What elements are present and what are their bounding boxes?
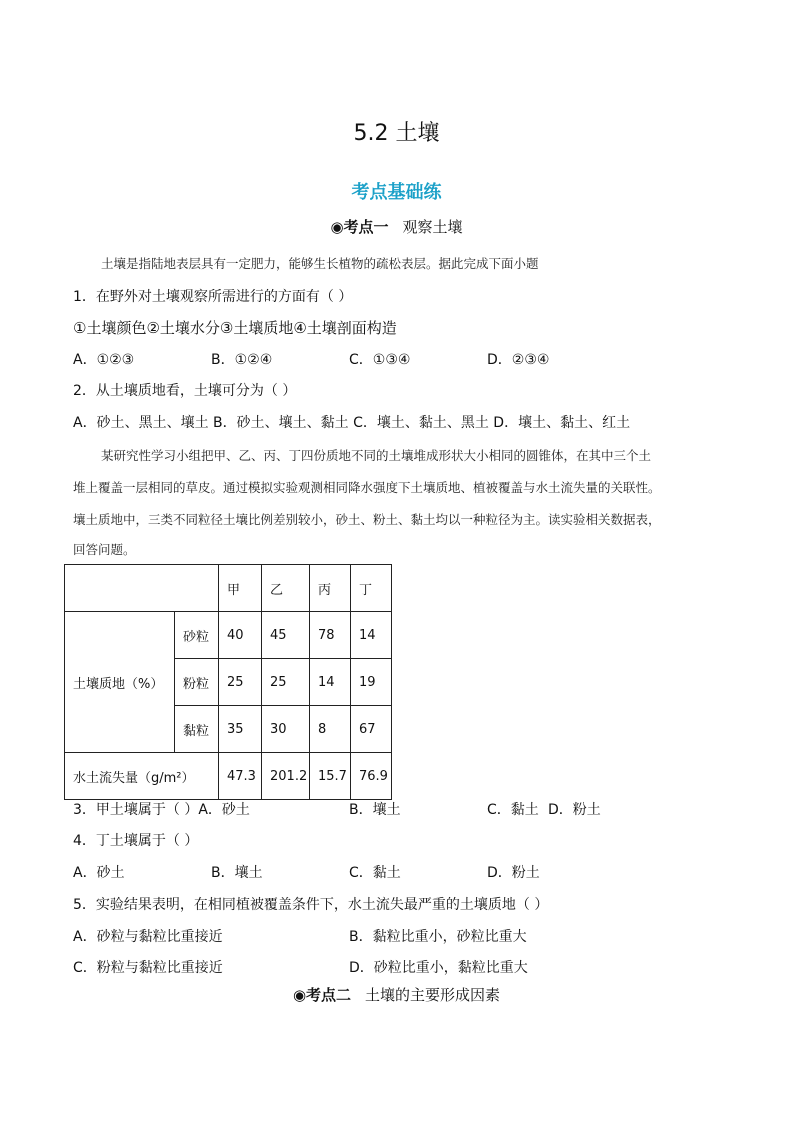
question-3-option-d: D．粉土 xyxy=(548,802,601,818)
question-4-option-a: A．砂土 xyxy=(73,865,125,881)
question-2-stem: 2．从土壤质地看，土壤可分为（ ） xyxy=(73,383,297,399)
table-cell: 45 xyxy=(262,612,310,659)
table-corner-cell xyxy=(65,565,219,612)
question-2-options: A．砂土、黑土、壤土 B．砂土、壤土、黏土 C．壤土、黏土、黑土 D．壤土、黏土、红土 xyxy=(73,415,631,431)
question-5-stem: 5．实验结果表明，在相同植被覆盖条件下，水土流失最严重的土壤质地（ ） xyxy=(73,897,549,913)
table-cell: 25 xyxy=(219,659,262,706)
section-subtitle: 考点基础练 xyxy=(351,182,442,203)
table-header-cell: 丙 xyxy=(310,565,351,612)
table-cell: 40 xyxy=(219,612,262,659)
kaodian-name-1: 观察土壤 xyxy=(402,218,463,236)
table-cell: 76.9 xyxy=(351,753,392,800)
table-header-cell: 甲 xyxy=(219,565,262,612)
question-1-option-b: B．①②④ xyxy=(211,352,273,368)
table-row-label: 砂粒 xyxy=(175,612,219,659)
kaodian-heading-1 xyxy=(0,216,793,237)
table-cell: 25 xyxy=(262,659,310,706)
table-header-row xyxy=(65,565,392,612)
intro-paragraph-2-line-2: 堆上覆盖一层相同的草皮。通过模拟实验观测相同降水强度下土壤质地、植被覆盖与水土流失量的关联性。 xyxy=(73,480,661,495)
table-group-label: 土壤质地（%） xyxy=(65,612,175,753)
question-3-stem: 3．甲土壤属于（ ）A．砂土 xyxy=(73,802,250,818)
question-4-stem: 4．丁土壤属于（ ） xyxy=(73,833,199,849)
question-4-option-d: D．粉土 xyxy=(487,865,540,881)
table-header-cell: 丁 xyxy=(351,565,392,612)
question-5-option-c: C．粉粒与黏粒比重接近 xyxy=(73,960,223,976)
question-1-option-c: C．①③④ xyxy=(349,352,411,368)
intro-paragraph-2-line-1: 某研究性学习小组把甲、乙、丙、丁四份质地不同的土壤堆成形状大小相同的圆锥体，在其中三个土 xyxy=(101,448,652,463)
table-row-label: 粉粒 xyxy=(175,659,219,706)
table-cell: 35 xyxy=(219,706,262,753)
table-cell: 15.7 xyxy=(310,753,351,800)
intro-paragraph-1: 土壤是指陆地表层具有一定肥力，能够生长植物的疏松表层。据此完成下面小题 xyxy=(101,256,539,271)
intro-paragraph-2-line-4: 回答问题。 xyxy=(73,542,136,557)
question-1-option-a: A．①②③ xyxy=(73,352,135,368)
question-3-option-c: C．黏土 xyxy=(487,802,539,818)
intro-paragraph-2-line-3: 壤土质地中，三类不同粒径土壤比例差别较小，砂土、粉土、黏土均以一种粒径为主。读实验相关数据表， xyxy=(73,512,661,527)
soil-data-table xyxy=(64,564,392,800)
question-3-option-b: B．壤土 xyxy=(349,802,401,818)
table-cell: 201.2 xyxy=(262,753,310,800)
table-cell: 14 xyxy=(351,612,392,659)
table-cell: 67 xyxy=(351,706,392,753)
table-loss-label: 水土流失量（g/m²） xyxy=(65,753,219,800)
table-cell: 78 xyxy=(310,612,351,659)
table-cell: 19 xyxy=(351,659,392,706)
kaodian-name-2: 土壤的主要形成因素 xyxy=(365,986,501,1004)
kaodian-point-1: ◉考点一 xyxy=(330,218,389,236)
question-5-option-a: A．砂粒与黏粒比重接近 xyxy=(73,929,223,945)
table-row-label: 黏粒 xyxy=(175,706,219,753)
table-cell: 30 xyxy=(262,706,310,753)
kaodian-point-2: ◉考点二 xyxy=(292,986,352,1004)
table-cell: 8 xyxy=(310,706,351,753)
page-title: 5.2 土壤 xyxy=(353,121,440,146)
question-1-stem: 1．在野外对土壤观察所需进行的方面有（ ） xyxy=(73,289,353,305)
kaodian-heading-2 xyxy=(0,984,793,1005)
question-1-items: ①土壤颜色②土壤水分③土壤质地④土壤剖面构造 xyxy=(73,319,397,337)
question-1-option-d: D．②③④ xyxy=(487,352,550,368)
table-cell: 14 xyxy=(310,659,351,706)
table-header-cell: 乙 xyxy=(262,565,310,612)
table-row xyxy=(65,753,392,800)
question-4-option-c: C．黏土 xyxy=(349,865,401,881)
question-4-option-b: B．壤土 xyxy=(211,865,263,881)
table-cell: 47.3 xyxy=(219,753,262,800)
table-row xyxy=(65,612,392,659)
question-5-option-b: B．黏粒比重小，砂粒比重大 xyxy=(349,929,527,945)
question-5-option-d: D．砂粒比重小，黏粒比重大 xyxy=(349,960,528,976)
